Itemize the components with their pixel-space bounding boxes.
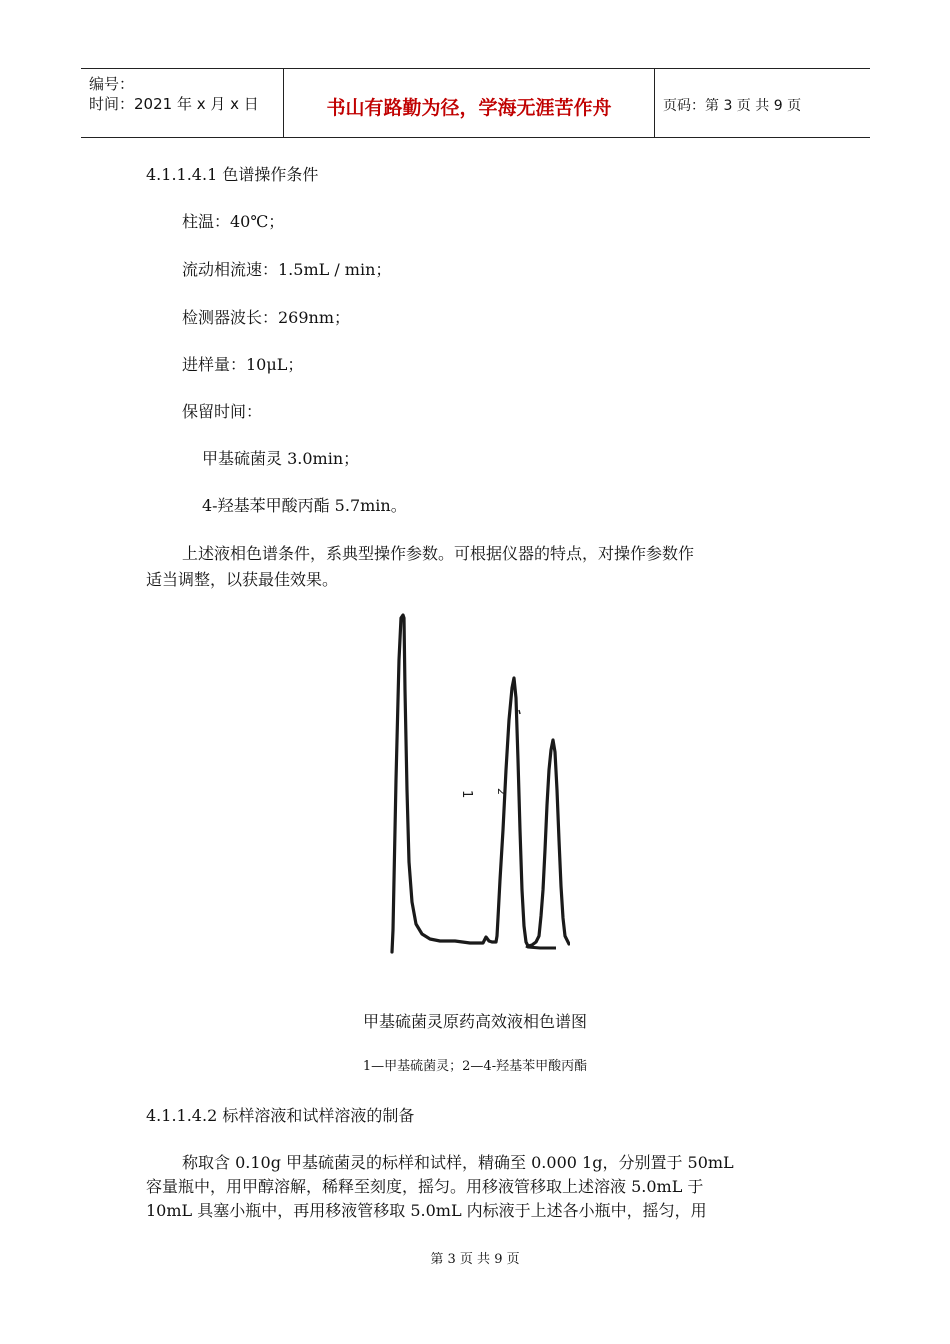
conditions-note-line-1: 上述液相色谱条件，系典型操作参数。可根据仪器的特点，对操作参数作 [182,544,695,563]
preparation-line-2: 容量瓶中，用甲醇溶解，稀释至刻度，摇匀。用移液管移取上述溶液 5.0mL 于 [146,1177,704,1196]
retention-time-label: 保留时间： [182,402,263,421]
header-page-info: 页码：第 3 页 共 9 页 [663,98,802,114]
retention-time-1: 甲基硫菌灵 3.0min； [202,449,360,468]
flow-rate: 流动相流速：1.5mL / min； [182,260,392,279]
header-meta [81,69,283,137]
header-motto-cell [283,69,655,137]
retention-time-2: 4-羟基苯甲酸丙酯 5.7min。 [202,496,407,515]
peak-1-label: 1 [459,790,474,799]
preparation-line-3: 10mL 具塞小瓶中，再用移液管移取 5.0mL 内标液于上述各小瓶中，摇匀，用 [146,1201,707,1220]
chromatogram-figure [370,600,570,960]
conditions-note-line-2: 适当调整，以获最佳效果。 [146,570,339,589]
doc-number-label: 编号： [89,75,135,93]
injection-volume: 进样量：10μL； [182,355,304,374]
page-footer: 第 3 页 共 9 页 [430,1252,520,1267]
chromatogram-trace [392,615,569,952]
chromatogram-baseline-tail [526,946,556,948]
header-motto: 书山有路勤为径，学海无涯苦作舟 [326,97,612,119]
peak-2-tick [519,710,520,714]
column-temperature: 柱温：40℃； [182,212,285,231]
page-header [81,68,870,138]
peak-2-label: 2 [495,788,508,795]
section-heading-conditions: 4.1.1.4.1 色谱操作条件 [146,165,319,184]
detector-wavelength: 检测器波长：269nm； [182,308,351,327]
figure-legend: 1—甲基硫菌灵；2—4-羟基苯甲酸丙酯 [362,1059,588,1074]
figure-caption: 甲基硫菌灵原药高效液相色谱图 [362,1012,587,1031]
preparation-line-1: 称取含 0.10g 甲基硫菌灵的标样和试样，精确至 0.000 1g，分别置于 50mL [182,1153,734,1172]
doc-time-label: 时间：2021 年 x 月 x 日 [89,95,259,113]
header-page-cell [653,69,870,137]
section-heading-preparation: 4.1.1.4.2 标样溶液和试样溶液的制备 [146,1106,415,1125]
